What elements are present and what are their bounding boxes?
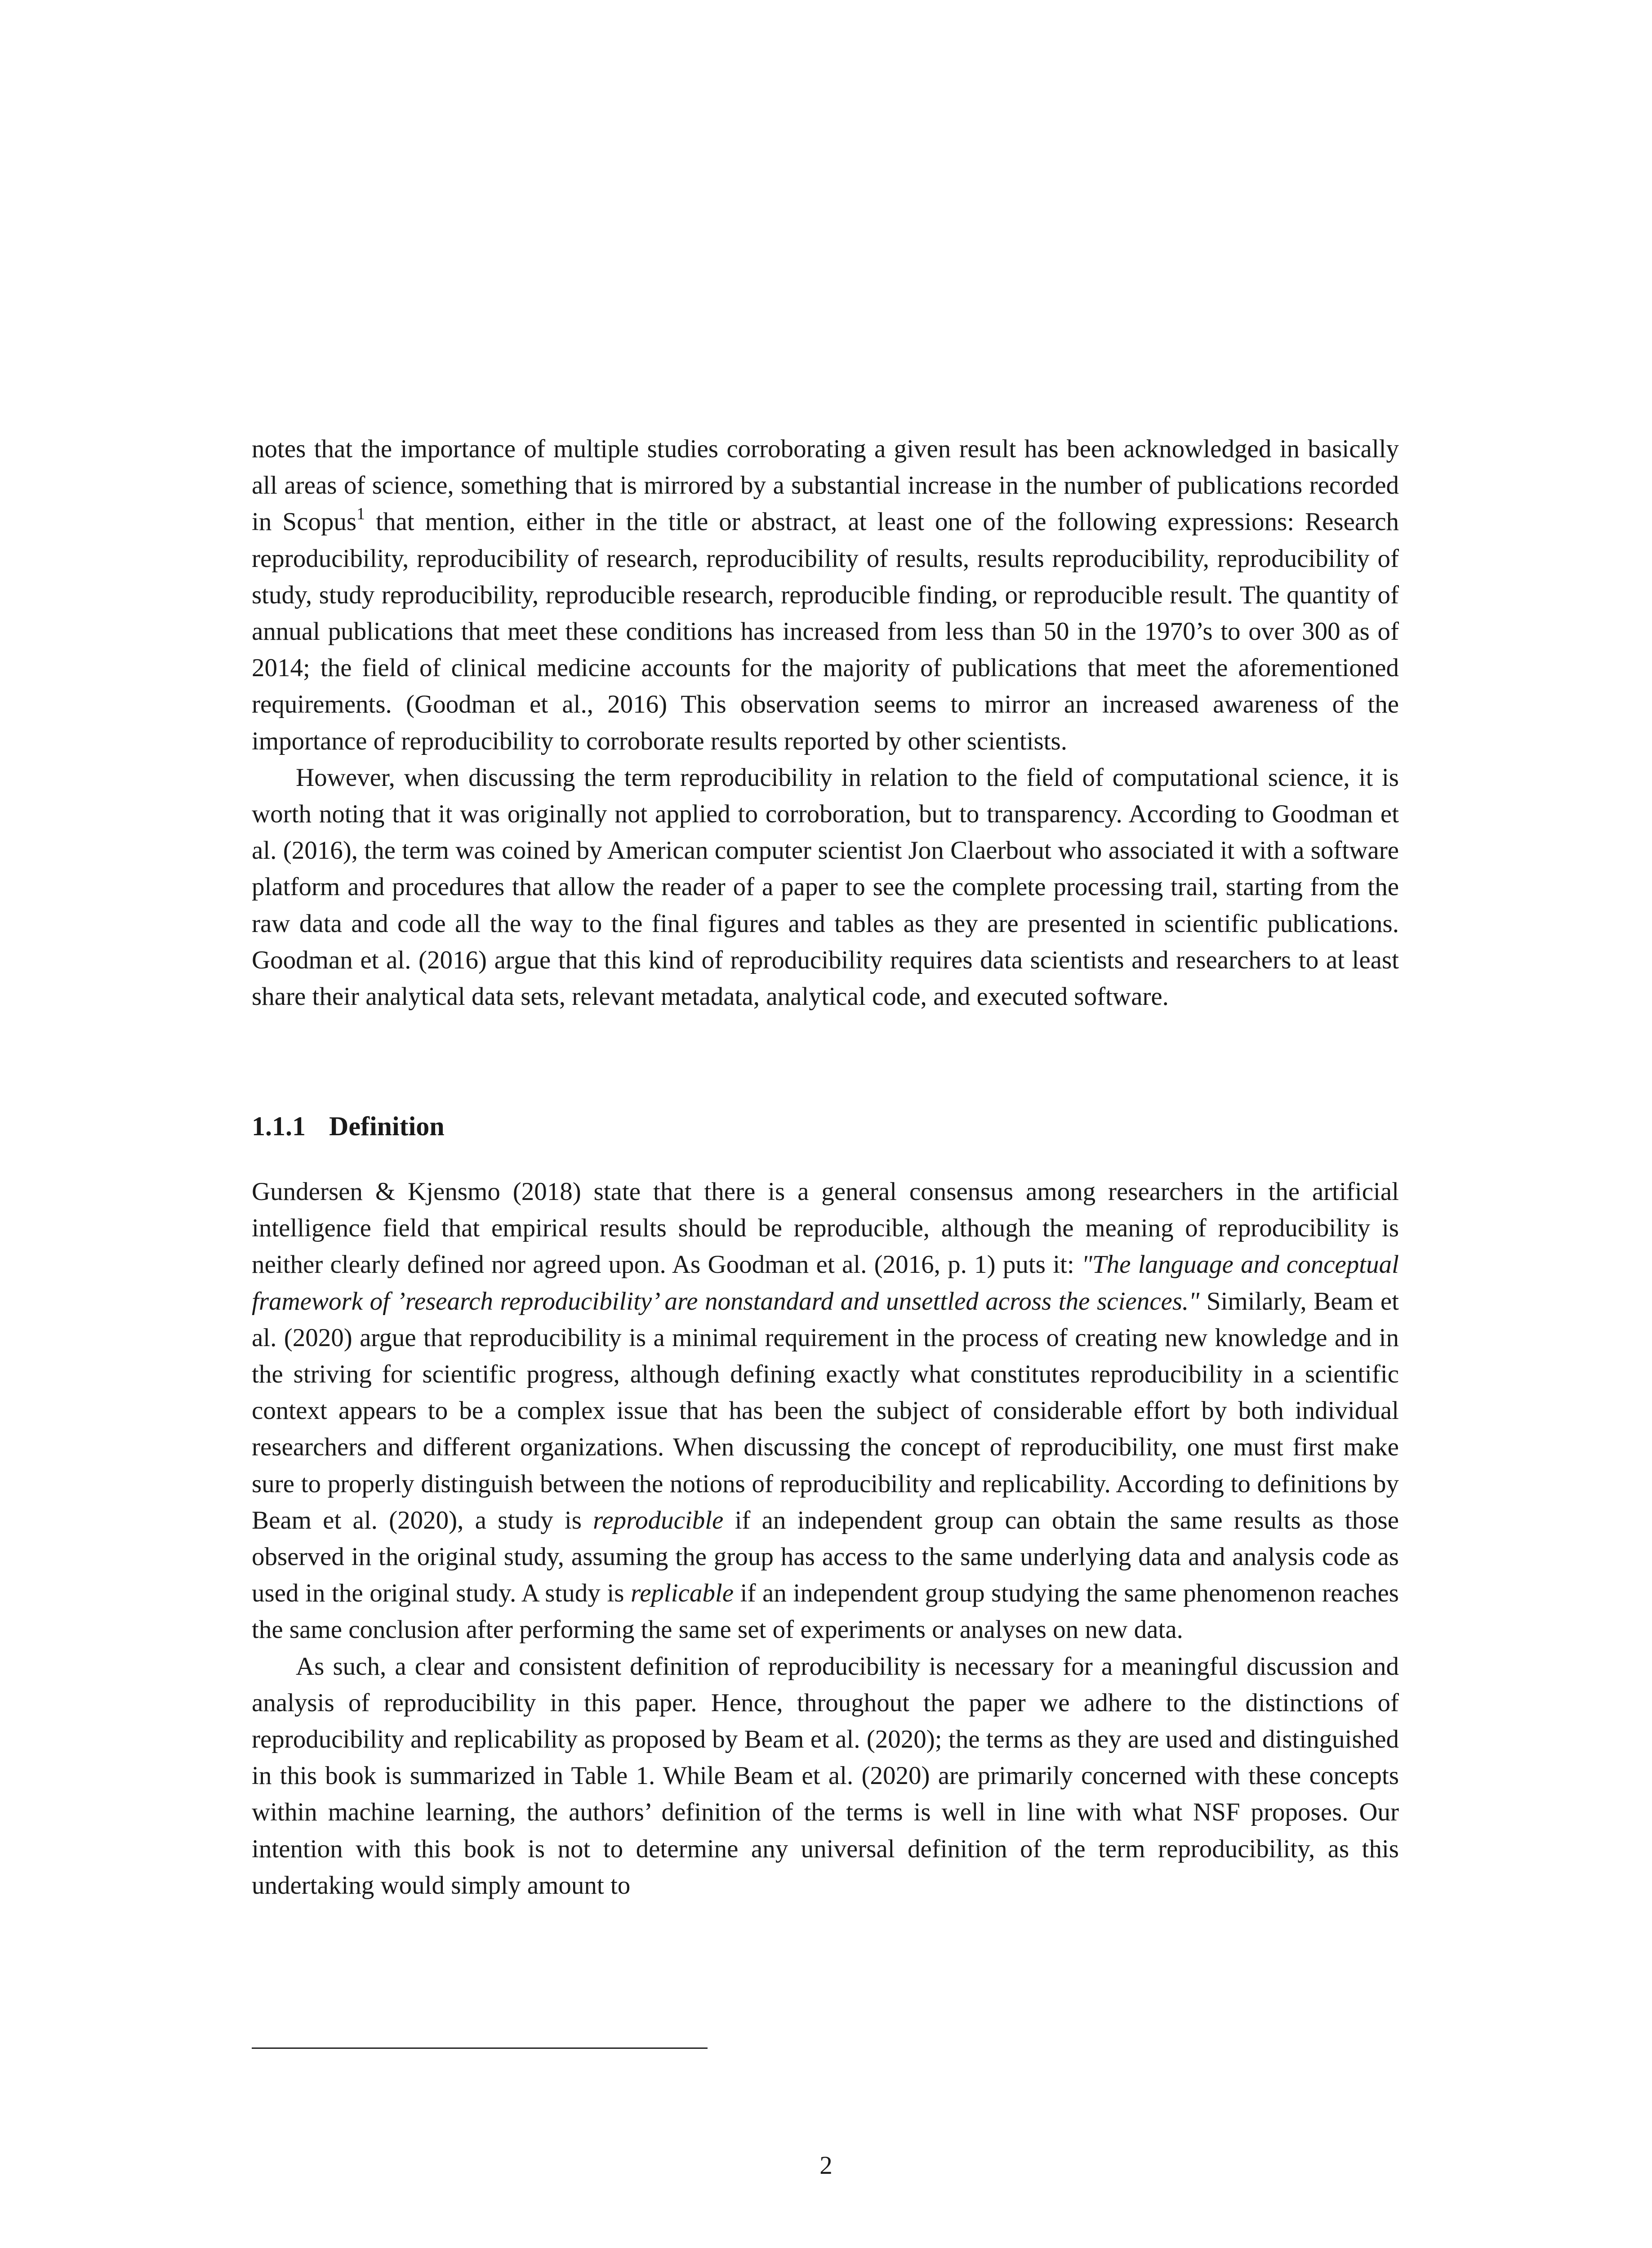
page-number: 2	[819, 2151, 833, 2180]
paragraph-text: Gundersen & Kjensmo (2018) state that there is a general consensus among researchers in the artificial intelligence field that empirical results should be reproducible, although the meaning of reproducibility is neither clearly defined nor agreed upon. As Goodman et al. (2016, p. 1) puts it:	[252, 1178, 1399, 1279]
paragraph-definition-consensus	[252, 1173, 1399, 1648]
section-heading	[252, 1108, 445, 1145]
footnote-marker: 1	[356, 504, 365, 524]
quotation: "The language and conceptual framework of ’research reproducibility’ are nonstandard and unsettled across the sciences."	[252, 1250, 1399, 1316]
section-number: 1.1.1	[252, 1111, 306, 1141]
body-text-definition	[252, 1173, 1399, 1904]
footnote-separator	[252, 2047, 708, 2049]
paragraph-text: notes that the importance of multiple studies corroborating a given result has been acknowledged in basically all areas of science, something that is mirrored by a substantial increase in the number of publications recorded in Scopus	[252, 435, 1399, 536]
paragraph-computational-science: However, when discussing the term reproducibility in relation to the field of computational science, it is worth noting that it was originally not applied to corroboration, but to transparency. According to Goodman et al. (2016), the term was coined by American computer scientist Jon Claerbout who associated it with a software platform and procedures that allow the reader of a paper to see the complete processing trail, starting from the raw data and code all the way to the final figures and tables as they are presented in scientific publications. Goodman et al. (2016) argue that this kind of reproducibility requires data scientists and researchers to at least share their analytical data sets, relevant metadata, analytical code, and executed software.	[252, 763, 1399, 1011]
paragraph-text: that mention, either in the title or abstract, at least one of the following expressions: Research reproducibility, reproducibility of research, reproducibility of results, results reproducibility, reproducibility of study, study reproducibility, reproducible research, reproducible finding, or reproducible result. The quantity of annual publications that meet these conditions has increased from less than 50 in the 1970’s to over 300 as of 2014; the field of clinical medicine accounts for the majority of publications that meet the aforementioned requirements. (Goodman et al., 2016) This observation seems to mirror an increased awareness of the importance of reproducibility to corroborate results reported by other scientists.	[252, 508, 1399, 755]
term-reproducible: reproducible	[593, 1506, 724, 1534]
term-replicable: replicable	[631, 1579, 734, 1608]
paragraph-text: Similarly, Beam et al. (2020) argue that reproducibility is a minimal requirement in the process of creating new knowledge and in the striving for scientific progress, although defining exactly what constitutes reproducibility in a scientific context appears to be a complex issue that has been the subject of considerable effort by both individual researchers and different organizations. When discussing the concept of reproducibility, one must first make sure to properly distinguish between the notions of reproducibility and replicability. According to definitions by Beam et al. (2020), a study is	[252, 1287, 1399, 1534]
paragraph-scopus-publications	[252, 431, 1399, 759]
body-text-upper	[252, 431, 1399, 1015]
paragraph-text: if an independent group studying the same phenomenon reaches the same conclusion after performing the same set of experiments or analyses on new data.	[252, 1579, 1399, 1644]
section-title: Definition	[329, 1111, 445, 1141]
paragraph-text: if an independent group can obtain the same results as those observed in the original study, assuming the group has access to the same underlying data and analysis code as used in the original study. A study is	[252, 1506, 1399, 1608]
paragraph-consistent-definition: As such, a clear and consistent definition of reproducibility is necessary for a meaningful discussion and analysis of reproducibility in this paper. Hence, throughout the paper we adhere to the distinctions of reproducibility and replicability as proposed by Beam et al. (2020); the terms as they are used and distinguished in this book is summarized in Table 1. While Beam et al. (2020) are primarily concerned with these concepts within machine learning, the authors’ definition of the terms is well in line with what NSF proposes. Our intention with this book is not to determine any universal definition of the term reproducibility, as this undertaking would simply amount to	[252, 1652, 1399, 1900]
